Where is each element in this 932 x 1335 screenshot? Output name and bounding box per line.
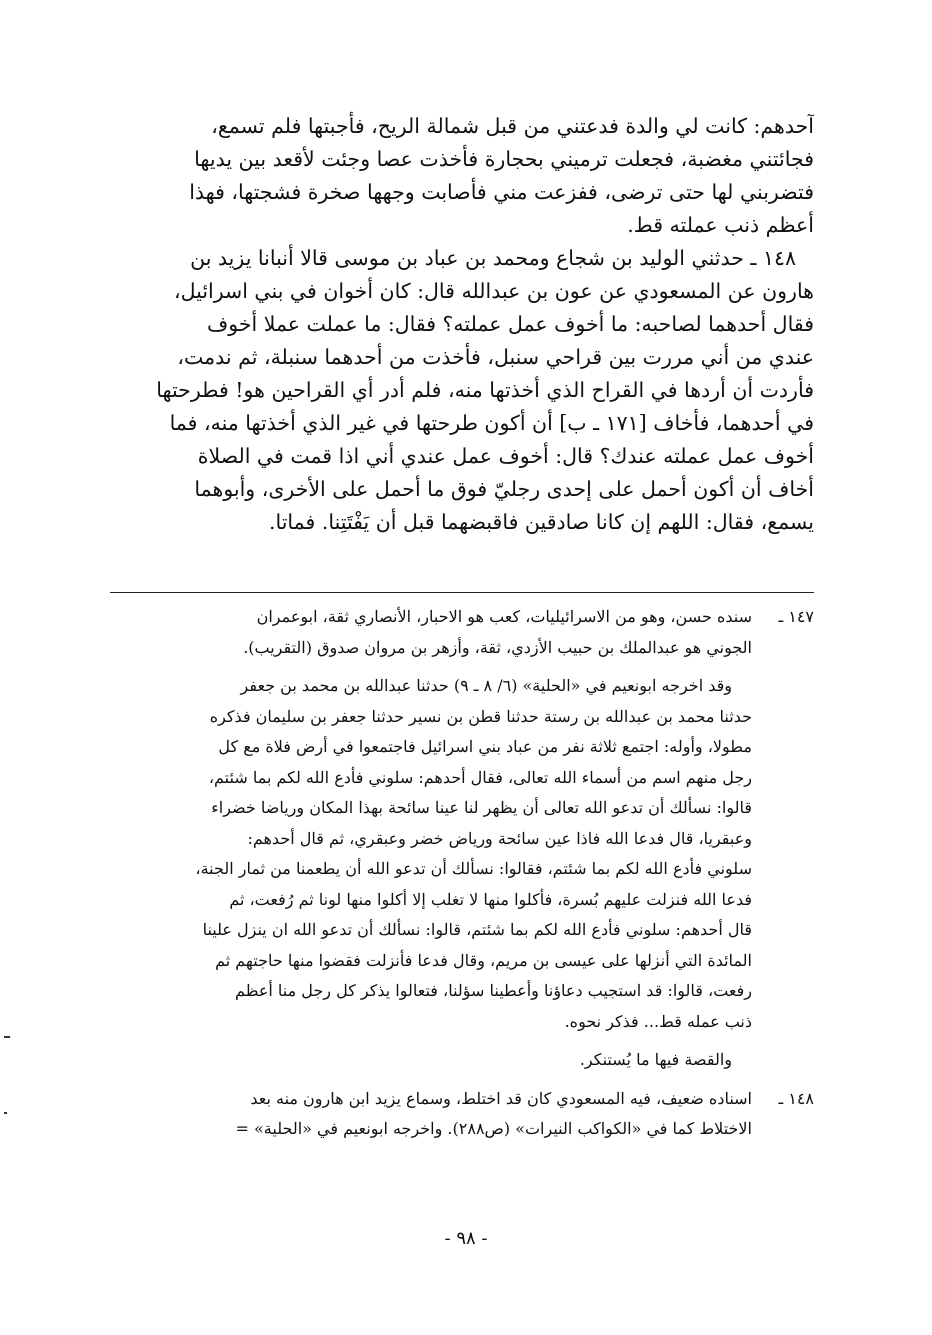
footnote-line: الجوني هو عبدالملك بن حبيب الأزدي، ثقة، وأزهر بن مروان صدوق (التقريب). [243, 637, 752, 657]
footnote-line: سلوني فأدع الله لكم بما شئتم، فقالوا: نسألك أن تدعو الله أن يطعمنا من ثمار الجنة، [195, 859, 752, 878]
footnote-line: حدثنا محمد بن عبدالله بن رستة حدثنا قطن بن نسير حدثنا جعفر بن سليمان فذكره [209, 706, 752, 726]
footnote-147-paragraph-2 [110, 671, 814, 1037]
page-number: - ٩٨ - [444, 1228, 488, 1249]
main-text-line: أخوف عمل عملته عندك؟ قال: أخوف عمل عندي أني اذا قمت في الصلاة [197, 444, 814, 468]
footnote-text: اسناده ضعيف، فيه المسعودي كان قد اختلط، وسماع يزيد ابن هارون منه بعد [250, 1088, 752, 1108]
footnote-line: وقد اخرجه ابونعيم في «الحلية» (٦/ ٨ ـ ٩) حدثنا عبدالله بن محمد بن جعفر [240, 676, 732, 695]
main-text-line: يسمع، فقال: اللهم إن كانا صادقين فاقبضهما قبل أن يَفْتَتِنا. فماتا. [268, 510, 814, 534]
scan-margin-mark [4, 1036, 10, 1038]
footnote-line: رفعت، قالوا: قد استجيب دعاؤنا وأعطينا سؤلنا، فتعالوا يذكر كل رجل منا أعظم [235, 981, 752, 1000]
footnote-line: قالوا: نسألك أن تدعو الله تعالى أن يظهر لنا عينا سائحة بهذا المكان ورياضا خضراء [211, 798, 752, 817]
footnote-148 [110, 1084, 814, 1145]
footnote-line [110, 1084, 814, 1115]
footnote-line: والقصة فيها ما يُستنكر. [579, 1050, 732, 1069]
footnotes [110, 602, 814, 1153]
footnote-line: الاختلاط كما في «الكواكب النيرات» (ص٢٨٨). واخرجه ابونعيم في «الحلية» = [235, 1119, 752, 1138]
main-text-line: فجائتني مغضبة، فجعلت ترميني بحجارة فأخذت عصا وجئت لأقعد بين يديها [194, 147, 814, 171]
footnote-147 [110, 602, 814, 663]
footnote-line: ذنب عمله قط... فذكر نحوه. [564, 1011, 752, 1031]
footnote-147-paragraph-3 [110, 1045, 814, 1076]
main-text-line: فقال أحدهما لصاحبه: ما أخوف عمل عملته؟ فقال: ما عملت عملا أخوف [207, 312, 814, 336]
footnote-number: ١٤٨ ـ [778, 1088, 814, 1108]
footnote-text: سنده حسن، وهو من الاسرائيليات، كعب هو الاحبار، الأنصاري ثقة، ابوعمران [256, 607, 752, 626]
main-text-line: فأردت أن أردها في القراح الذي أخذتها منه، فلم أدر أي القراحين هو! فطرحتها [156, 378, 814, 402]
footnote-line: رجل منهم اسم من أسماء الله تعالى، فقال أحدهم: سلوني فأدع الله لكم بما شئتم، [208, 767, 752, 787]
main-text-line: ١٤٨ ـ حدثني الوليد بن شجاع ومحمد بن عباد بن موسى قالا أنبانا يزيد بن [190, 246, 796, 270]
footnote-line: قال أحدهم: سلوني فأدع الله لكم بما شئتم، قالوا: نسألك أن تدعو الله ان ينزل علينا [202, 920, 752, 939]
main-text-line: عندي من أني مررت بين قراحي سنبل، فأخذت من أحدهما سنبلة، ثم ندمت، [177, 345, 814, 369]
footnote-number: ١٤٧ ـ [778, 607, 814, 626]
main-text-line: أعظم ذنب عملته قط. [627, 213, 814, 237]
main-text-line: فتضربني لها حتى ترضى، ففزعت مني فأصابت وجهها صخرة فشجتها، فهذا [189, 180, 814, 204]
main-text-line: أخاف أن أكون أحمل على إحدى رجليّ فوق ما أحمل على الأخرى، وأبوهما [194, 477, 814, 501]
footnote-divider [110, 592, 814, 593]
footnote-line: المائدة التي أنزلها على عيسى بن مريم، وقال فدعا فأنزلت فقضوا منها حاجتهم ثم [215, 950, 752, 970]
scan-margin-mark [4, 1112, 7, 1114]
footnote-line: وعبقريا، قال فدعا الله فاذا عين سائحة ورياض خضر وعبقري، ثم قال أحدهم: [247, 828, 752, 848]
footnote-line [110, 602, 814, 633]
main-text-body [110, 110, 814, 539]
main-text-line: آحدهم: كانت لي والدة فدعتني من قبل شمالة الريح، فأجبتها فلم تسمع، [211, 114, 814, 138]
main-text-line: هارون عن المسعودي عن عون بن عبدالله قال: كان أخوان في بني اسرائيل، [174, 279, 814, 303]
main-text-line: في أحدهما، فأخاف [١٧١ ـ ب] أن أكون طرحتها في غير الذي أخذتها منه، فما [169, 411, 814, 435]
footnote-line: فدعا الله فنزلت عليهم بُسرة، فأكلوا منها لا تغلب إلا أكلوا منها لونا ثم رُفعت، ثم [229, 889, 752, 909]
footnote-line: مطولا، وأوله: اجتمع ثلاثة نفر من عباد بني اسرائيل فاجتمعوا في أرض فلاة مع كل [218, 737, 752, 756]
